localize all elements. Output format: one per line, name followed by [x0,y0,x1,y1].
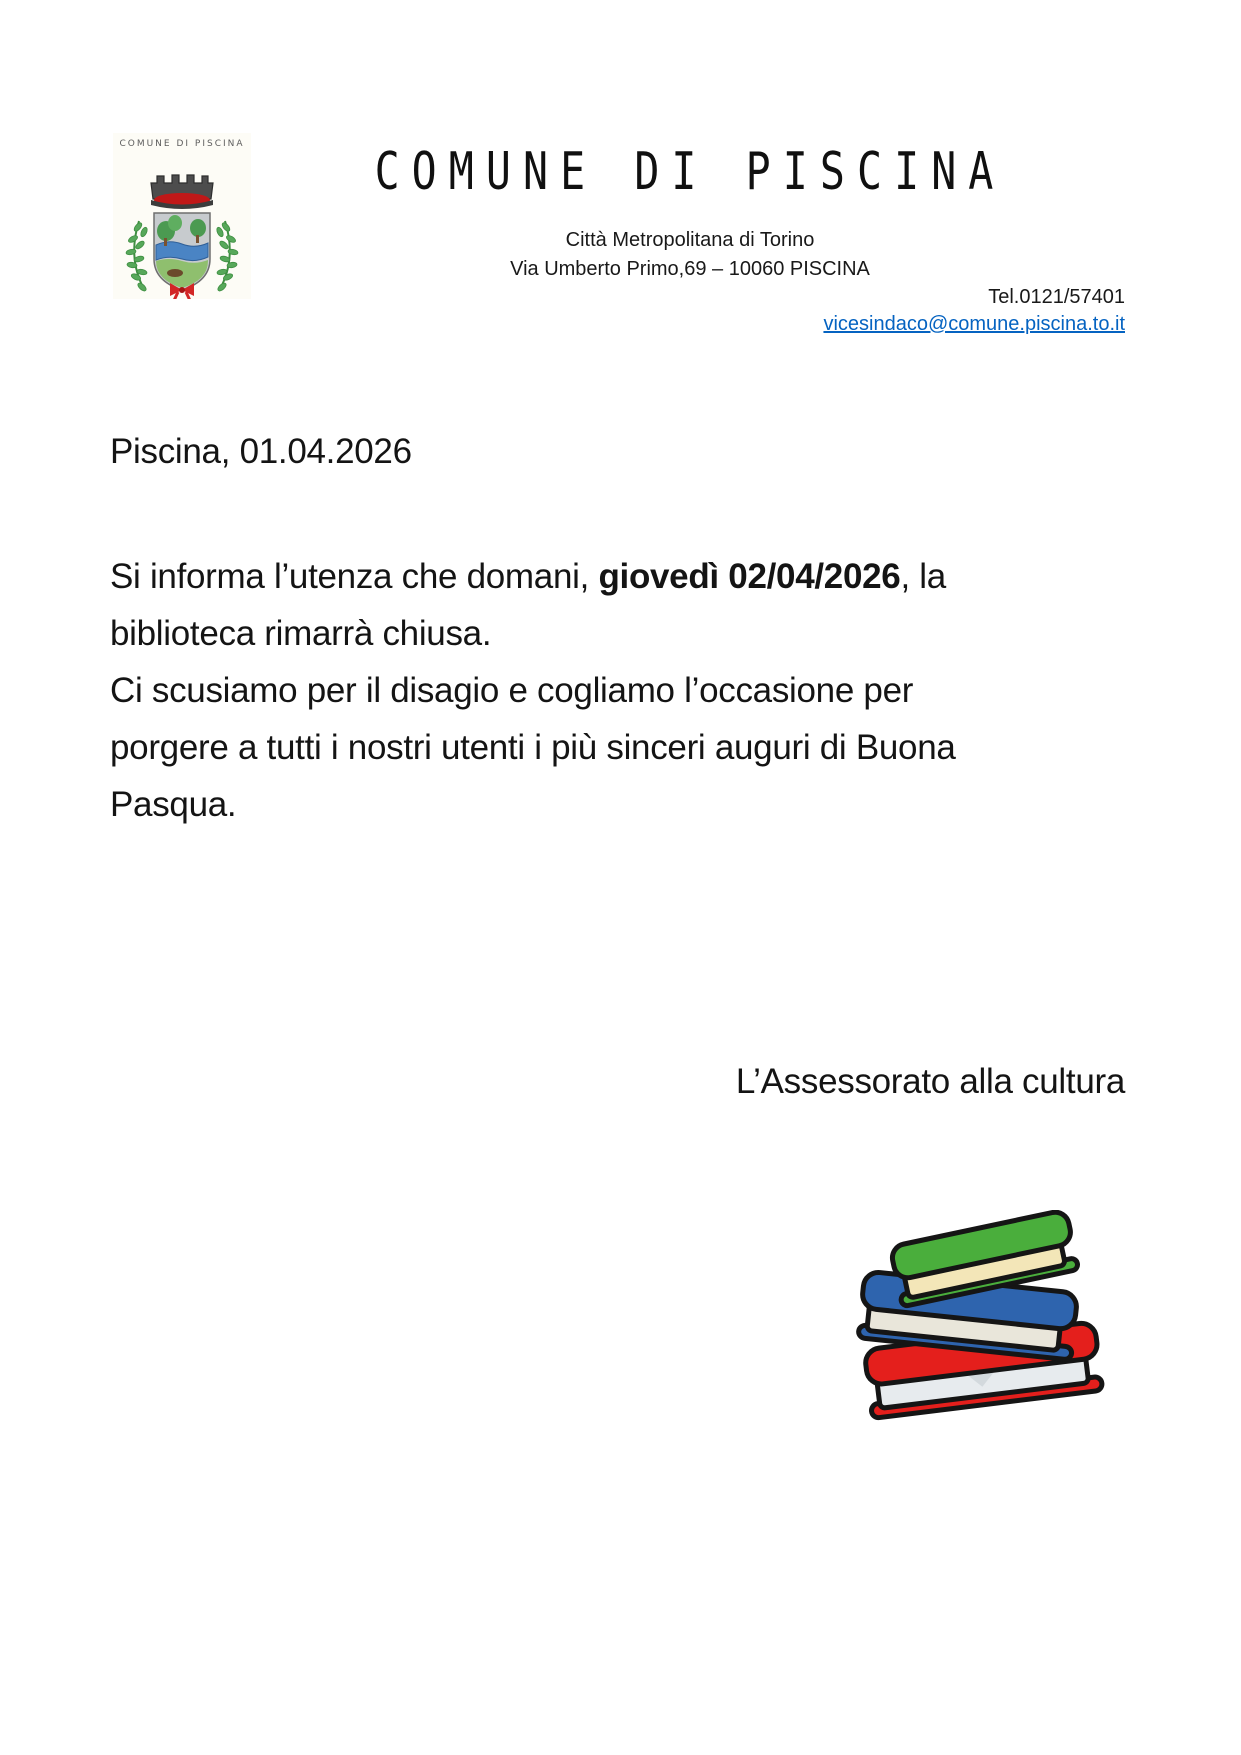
page-title: COMUNE DI PISCINA [374,142,1006,202]
coat-of-arms-caption: COMUNE DI PISCINA [119,139,245,149]
crown-icon [151,175,213,209]
letter-body [110,548,956,833]
shield-icon [154,213,210,290]
dateline: Piscina, 01.04.2026 [110,432,412,471]
municipal-coat-of-arms [113,133,251,299]
letterhead-subtitle [255,226,1125,284]
signature-line: L’Assessorato alla cultura [735,1062,1125,1101]
coat-of-arms-icon [113,133,251,299]
body-line-5: Pasqua. [110,785,237,824]
body-line-1-bold-date: giovedì 02/04/2026 [598,557,901,596]
body-line-2: biblioteca rimarrà chiusa. [110,614,492,653]
body-line-1 [110,548,956,605]
phone-number: Tel.0121/57401 [988,286,1125,308]
contact-block [823,284,1125,338]
email-link[interactable]: vicesindaco@comune.piscina.to.it [823,313,1125,335]
body-line-3: Ci scusiamo per il disagio e cogliamo l’occasione per [110,671,914,710]
body-line-4: porgere a tutti i nostri utenti i più sinceri auguri di Buona [110,728,956,767]
subtitle-line-province: Città Metropolitana di Torino [565,229,815,251]
body-line-1-post: , la [900,557,946,596]
subtitle-line-address: Via Umberto Primo,69 – 10060 PISCINA [510,258,870,280]
body-line-1-pre: Si informa l’utenza che domani, [110,557,599,596]
books-clipart [843,1210,1123,1422]
